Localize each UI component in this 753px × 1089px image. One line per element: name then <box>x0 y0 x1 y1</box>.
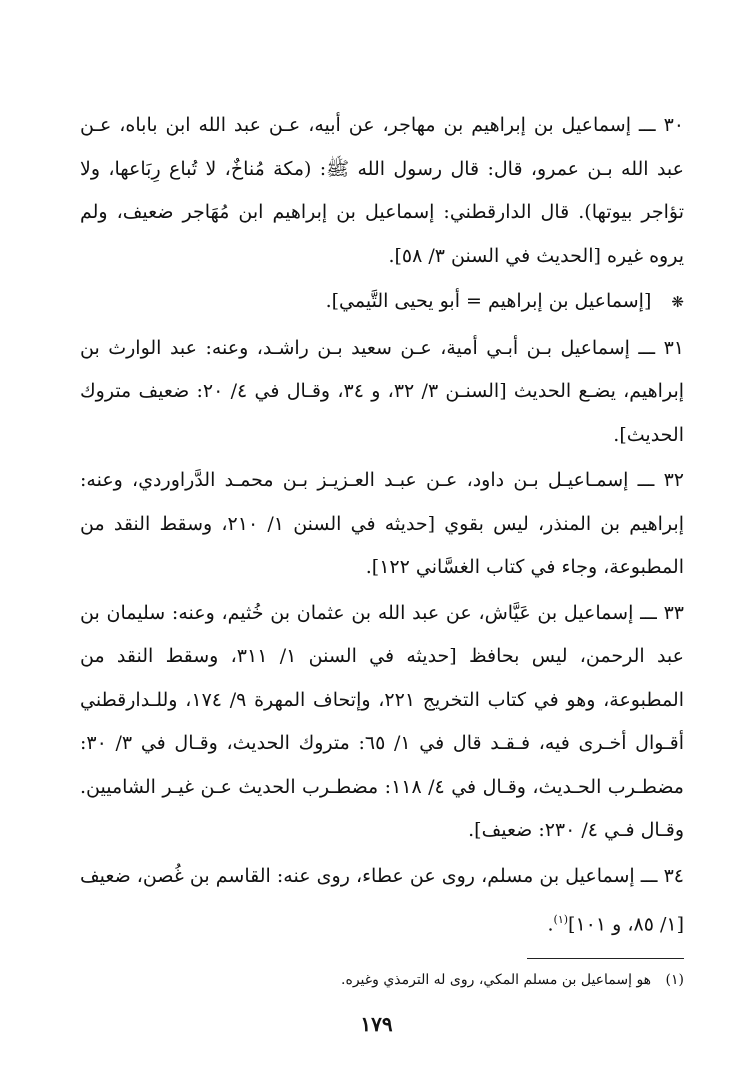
cross-reference <box>80 280 684 325</box>
entry-text: ـــ إسماعيل بن عَيَّاش، عن عبد الله بن عثمان بن خُثيم، وعنه: سليمان بن عبد الرحمن، ليس بحافظ [حديثه في السنن ١/ ٣١١، وسقط النقد من المطبوعة، وهو في كتاب التخريج ٢٢١، وإتحاف المهرة ٩/ ١٧٤، وللـدارقطني أقـوال أخـرى فيه، فـقـد قال في ١/ ٦٥: متروك الحديث، وقـال في ٣/ ٣٠: مضطـرب الحـديث، وقـال في ٤/ ١١٨: مضطـرب الحديث عـن غيـر الشاميين. وقـال فـي ٤/ ٢٣٠: ضعيف]. <box>80 601 684 841</box>
footnote-number: (١) <box>665 972 684 988</box>
entry-number: ٣١ <box>663 336 684 359</box>
footnote-reference[interactable]: (١) <box>553 913 569 926</box>
asterism-icon: ❋ <box>671 293 684 311</box>
entry-34 <box>80 855 684 947</box>
footnote <box>80 966 684 994</box>
page-body <box>80 104 684 949</box>
entry-end: . <box>547 913 554 936</box>
entry-text: ـــ إسماعيل بـن أبـي أمية، عـن سعيد بـن راشـد، وعنه: عبد الوارث بن إبراهيم، يضـع الحديث [السنـن ٣/ ٣٢، و ٣٤، وقـال في ٤/ ٢٠: ضعيف متروك الحديث]. <box>80 336 685 446</box>
entry-text: ـــ إسماعيل بن مسلم، روى عن عطاء، روى عنه: القاسم بن غُصن، ضعيف [١/ ٨٥، و ١٠١] <box>80 864 684 936</box>
entry-number: ٣٣ <box>663 601 685 624</box>
entry-number: ٣٢ <box>663 469 684 491</box>
footnote-divider <box>527 958 684 959</box>
entry-number: ٣٤ <box>663 864 684 887</box>
footnote-text: هو إسماعيل بن مسلم المكي، روى له الترمذي وغيره. <box>341 972 652 988</box>
entry-33 <box>80 592 684 853</box>
entry-32 <box>80 459 684 590</box>
entry-number: ٣٠ <box>663 114 684 136</box>
entry-text: ـــ إسمـاعيـل بـن داود، عـن عبـد العـزيـز بـن محمـد الدَّراوردي، وعنه: إبراهيم بن المنذر، ليس بقوي [حديثه في السنن ١/ ٢١٠، وسقط النقد من المطبوعة، وجاء في كتاب الغسَّاني ١٢٢]. <box>80 469 684 578</box>
page-number: ١٧٩ <box>360 1012 393 1036</box>
cross-reference-text: [إسماعيل بن إبراهيم = أبو يحيى التَّيمي]. <box>325 290 652 312</box>
entry-text: ـــ إسماعيل بن إبراهيم بن مهاجر، عن أبيه، عـن عبد الله ابن باباه، عـن عبد الله بـن عمرو، قال: قال رسول الله ﷺ: (مكة مُناخٌ، لا تُباع رِبَاعها، ولا تؤاجر بيوتها). قال الدارقطني: إسماعيل بن إبراهيم ابن مُهَاجر ضعيف، ولم يروه غيره [الحديث في السنن ٣/ ٥٨]. <box>80 114 684 267</box>
entry-31 <box>80 327 684 458</box>
entry-30 <box>80 104 684 278</box>
